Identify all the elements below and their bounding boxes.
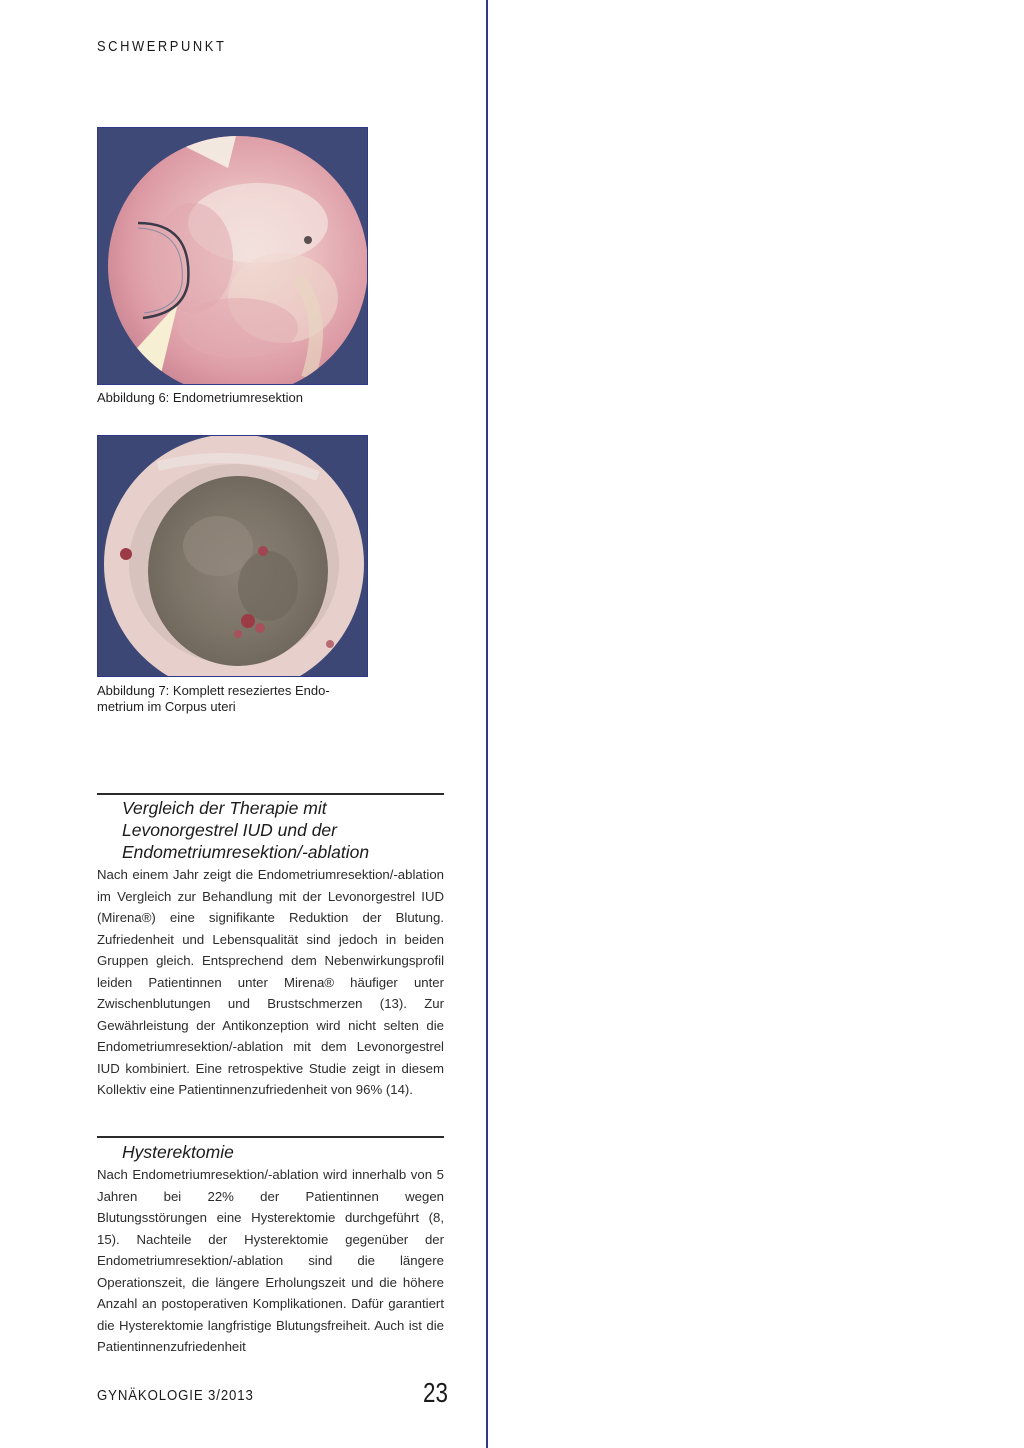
section-2-rule <box>97 1136 444 1138</box>
section-1-heading-line2: Levonorgestrel IUD und der <box>122 820 337 840</box>
section-2-paragraph: Nach Endometriumresektion/-ablation wird innerhalb von 5 Jahren bei 22% der Patientinnen wegen Blutungsstörungen eine Hysterektomie durchgeführt (8, 15). Nachteile der Hysterektomie gegenüber der Endometriumresektion/-ablation sind die längere Operationszeit, die längere Erholungszeit und die höhere Anzahl an postoperativen Komplikationen. Dafür garantiert die Hysterektomie langfristige Blutungsfreiheit. Auch ist die Patientinnenzufriedenheit <box>97 1167 444 1354</box>
figure-7-caption-line1: Abbildung 7: Komplett reseziertes Endo- <box>97 683 330 698</box>
section-1-rule <box>97 793 444 795</box>
page-number: 23 <box>423 1377 448 1408</box>
section-1-heading-line1: Vergleich der Therapie mit <box>122 798 327 818</box>
section-2-body <box>97 1164 444 1358</box>
journal-issue-label: GYNÄKOLOGIE 3/2013 <box>97 1387 254 1404</box>
section-header: SCHWERPUNKT <box>97 38 227 55</box>
section-1-heading-line3: Endometriumresektion/-ablation <box>122 842 370 862</box>
figure-6-endometrial-resection-image <box>97 127 368 385</box>
figure-7-caption-line2: metrium im Corpus uteri <box>97 699 236 714</box>
figure-7-caption <box>97 683 377 715</box>
figure-6-caption: Abbildung 6: Endometriumresektion <box>97 390 303 405</box>
section-1-body <box>97 864 444 1101</box>
section-2-heading: Hysterektomie <box>122 1142 234 1162</box>
figure-7-resected-endometrium-image <box>97 435 368 677</box>
section-1-heading <box>122 797 369 863</box>
section-1-paragraph: Nach einem Jahr zeigt die Endometriumresektion/-ablation im Vergleich zur Behandlung mit der Levonorgestrel IUD (Mirena®) eine signifikante Reduktion der Blutung. Zufriedenheit und Lebensqualität sind jedoch in beiden Gruppen gleich. Entsprechend dem Nebenwirkungsprofil leiden Patientinnen unter Mirena® häufiger unter Zwischenblutungen und Brustschmerzen (13). Zur Gewährleistung der Antikonzeption wird nicht selten die Endometriumresektion/-ablation mit dem Levonorgestrel IUD kombiniert. Eine retrospektive Studie zeigt in diesem Kollektiv eine Patientinnenzufriedenheit von 96% (14). <box>97 867 444 1097</box>
column-divider-line <box>486 0 488 1448</box>
